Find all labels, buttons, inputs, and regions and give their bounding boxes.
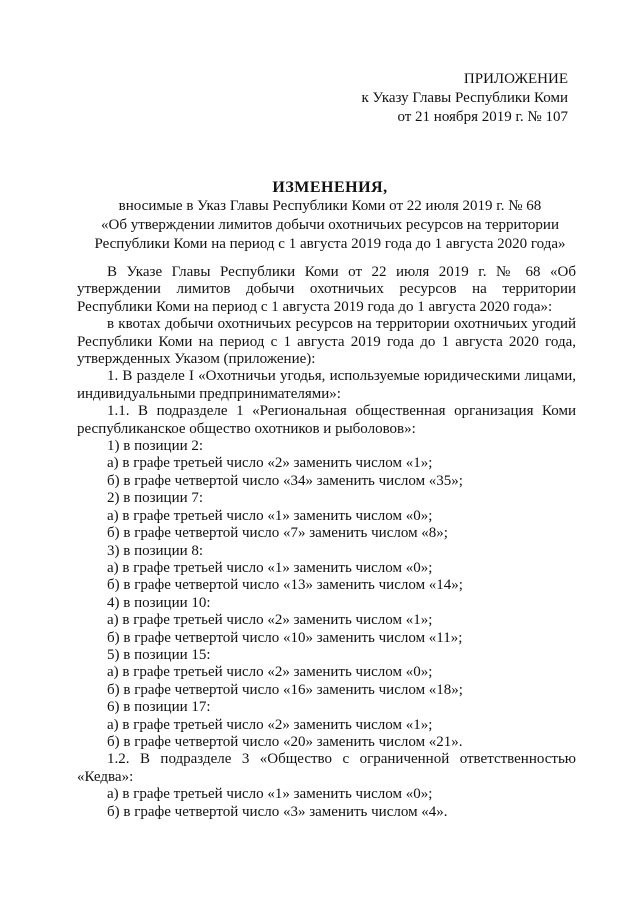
title-line-3: Республики Коми на период с 1 августа 2019 года до 1 августа 2020 года»: [94, 236, 566, 252]
appendix-decree-ref: к Указу Главы Республики Коми: [361, 90, 568, 106]
list-item: 2) в позиции 7:: [107, 490, 204, 507]
title-heading: ИЗМЕНЕНИЯ,: [272, 179, 388, 196]
title-line-2: «Об утверждении лимитов добычи охотничьих ресурсов на территории: [101, 217, 559, 233]
list-item: 5) в позиции 15:: [107, 646, 211, 663]
list-item: а) в графе третьей число «2» заменить числом «1»;: [107, 716, 433, 733]
list-item: б) в графе четвертой число «16» заменить числом «18»;: [107, 681, 463, 698]
appendix-label: ПРИЛОЖЕНИЕ: [463, 71, 568, 87]
list-item: а) в графе третьей число «2» заменить числом «0»;: [107, 664, 433, 681]
list-item: а) в графе третьей число «1» заменить числом «0»;: [107, 786, 433, 803]
list-item: б) в графе четвертой число «20» заменить числом «21».: [107, 733, 463, 750]
title-line-1: вносимые в Указ Главы Республики Коми от 22 июля 2019 г. № 68: [118, 198, 542, 214]
document-body: [77, 264, 576, 821]
list-item: а) в графе третьей число «1» заменить числом «0»;: [107, 559, 433, 576]
list-item: б) в графе четвертой число «34» заменить числом «35»;: [107, 472, 463, 489]
list-item: 6) в позиции 17:: [107, 699, 211, 716]
list-item: а) в графе третьей число «2» заменить числом «1»;: [107, 612, 433, 629]
list-item: а) в графе третьей число «2» заменить числом «1»;: [107, 455, 433, 472]
appendix-decree-date: от 21 ноября 2019 г. № 107: [397, 109, 568, 125]
list-item: б) в графе четвертой число «7» заменить числом «8»;: [107, 525, 448, 542]
subsection-1-2-paragraph: 1.2. В подразделе 3 «Общество с ограниченной ответственностью «Кедва»:: [77, 751, 576, 785]
list-item: б) в графе четвертой число «13» заменить числом «14»;: [107, 577, 463, 594]
list-item: 3) в позиции 8:: [107, 542, 204, 559]
intro-paragraph: В Указе Главы Республики Коми от 22 июля 2019 г. № 68 «Об утверждении лимитов добычи охотничьих ресурсов на территории Республики Коми на период с 1 августа 2019 года до 1 августа 2020 года»:: [77, 264, 576, 315]
document-title: [80, 178, 580, 254]
list-item: б) в графе четвертой число «3» заменить числом «4».: [107, 803, 448, 820]
list-item: б) в графе четвертой число «10» заменить числом «11»;: [107, 629, 463, 646]
section-1-paragraph: 1. В разделе I «Охотничьи угодья, используемые юридическими лицами, индивидуальными предпринимателями»:: [77, 368, 576, 402]
subsection-1-1-paragraph: 1.1. В подразделе 1 «Региональная общественная организация Коми республиканское общество охотников и рыболовов»:: [77, 403, 576, 437]
list-item: 1) в позиции 2:: [107, 438, 204, 455]
quotas-paragraph: в квотах добычи охотничьих ресурсов на территории охотничьих угодий Республики Коми на период с 1 августа 2019 года до 1 августа 2020 года, утвержденных Указом (приложение):: [77, 316, 576, 368]
list-item: 4) в позиции 10:: [107, 594, 211, 611]
list-item: а) в графе третьей число «1» заменить числом «0»;: [107, 507, 433, 524]
appendix-header: [361, 70, 568, 127]
